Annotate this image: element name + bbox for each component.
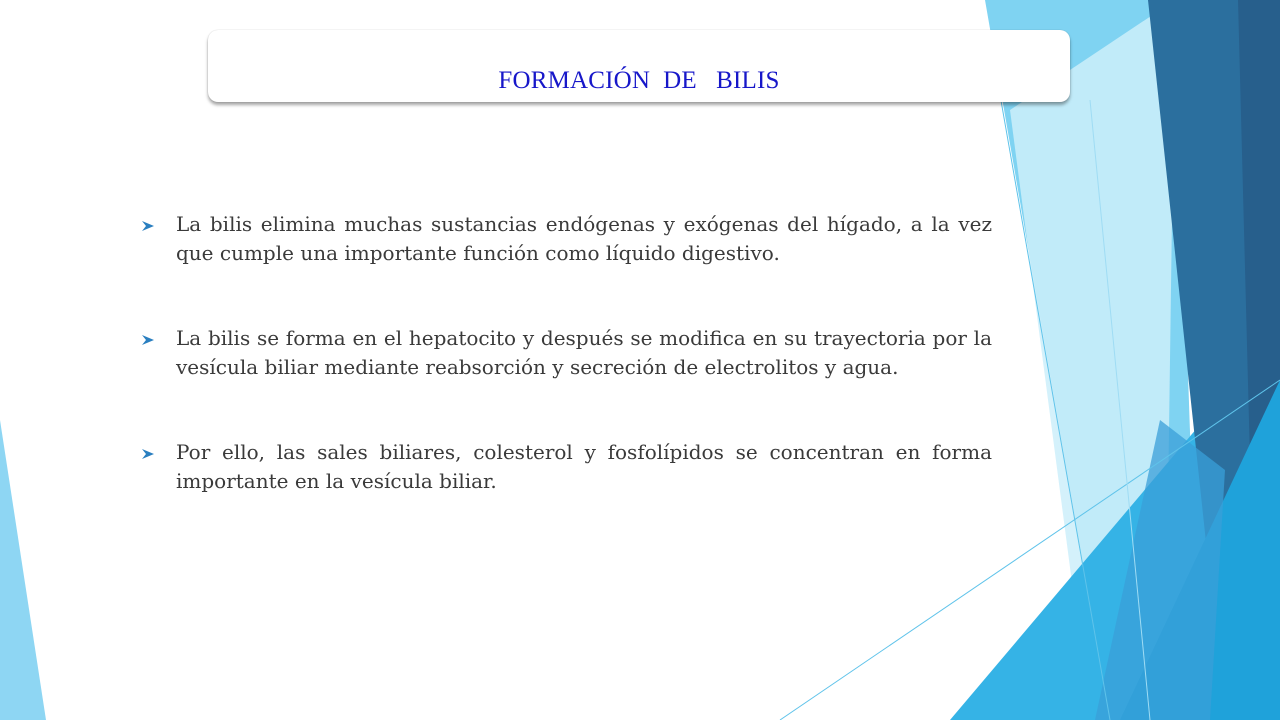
arrowhead-bullet-icon bbox=[142, 335, 154, 345]
bullet-text: La bilis se forma en el hepatocito y después se modifica en su trayectoria por la vesícula biliar mediante reabsorción y secreción de electrolitos y agua. bbox=[176, 326, 992, 379]
slide-title: FORMACIÓN DE BILIS bbox=[498, 67, 780, 94]
bullet-text: Por ello, las sales biliares, colesterol y fosfolípidos se concentran en forma importante en la vesícula biliar. bbox=[176, 440, 992, 493]
title-box bbox=[208, 30, 1070, 102]
bullet-list bbox=[142, 210, 992, 496]
bullet-item bbox=[142, 210, 992, 268]
arrowhead-bullet-icon bbox=[142, 449, 154, 459]
left-edge-shape bbox=[0, 420, 46, 720]
arrowhead-bullet-icon bbox=[142, 221, 154, 231]
bullet-text: La bilis elimina muchas sustancias endógenas y exógenas del hígado, a la vez que cumple una importante función como líquido digestivo. bbox=[176, 212, 992, 265]
bullet-item bbox=[142, 324, 992, 382]
bullet-item bbox=[142, 438, 992, 496]
